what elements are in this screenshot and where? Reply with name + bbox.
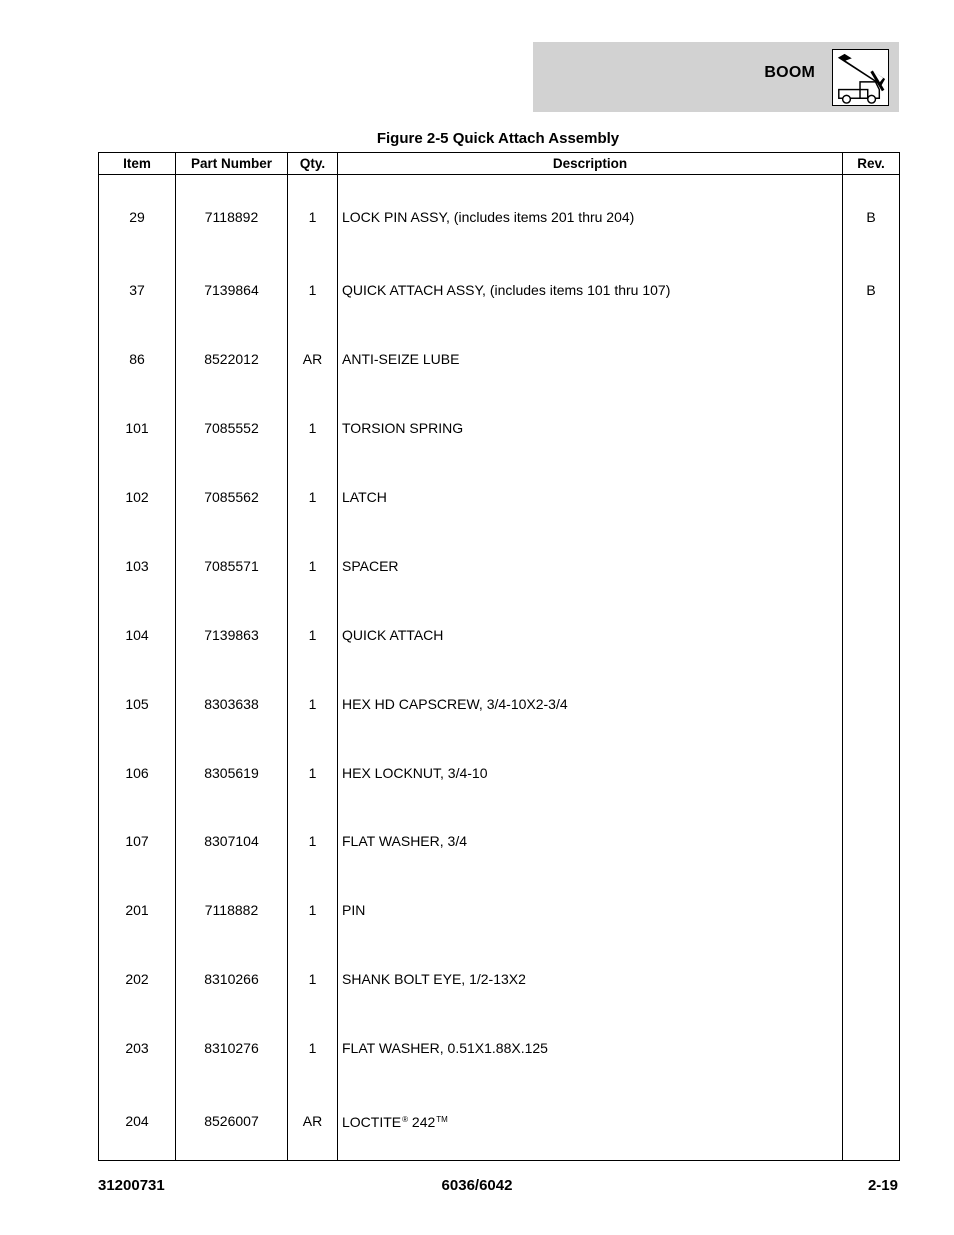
cell-item: 29 (99, 175, 176, 256)
cell-description: FLAT WASHER, 0.51X1.88X.125 (338, 1014, 843, 1083)
cell-item: 203 (99, 1014, 176, 1083)
table-row (99, 669, 900, 738)
cell-rev (843, 600, 900, 669)
cell-description (338, 1083, 843, 1159)
table-row (99, 324, 900, 393)
cell-rev: B (843, 256, 900, 325)
cell-part-number: 7085562 (176, 462, 288, 531)
cell-part-number: 7118892 (176, 175, 288, 256)
cell-rev (843, 462, 900, 531)
cell-part-number: 8526007 (176, 1083, 288, 1159)
registered-mark: ® (402, 1114, 409, 1124)
cell-rev (843, 945, 900, 1014)
telehandler-boom-icon (832, 49, 889, 106)
table-row (99, 1014, 900, 1083)
cell-rev (843, 738, 900, 807)
cell-qty: AR (288, 1083, 338, 1159)
table-row (99, 462, 900, 531)
cell-part-number: 8310266 (176, 945, 288, 1014)
cell-item: 37 (99, 256, 176, 325)
column-header-qty: Qty. (288, 153, 338, 175)
column-header-description: Description (338, 153, 843, 175)
cell-part-number: 7139864 (176, 256, 288, 325)
cell-description: LATCH (338, 462, 843, 531)
cell-part-number: 7118882 (176, 876, 288, 945)
cell-rev (843, 807, 900, 876)
table-row (99, 393, 900, 462)
cell-description: QUICK ATTACH (338, 600, 843, 669)
cell-qty: 1 (288, 531, 338, 600)
cell-qty: 1 (288, 393, 338, 462)
cell-qty: 1 (288, 945, 338, 1014)
cell-qty: 1 (288, 175, 338, 256)
cell-part-number: 8310276 (176, 1014, 288, 1083)
cell-qty: 1 (288, 462, 338, 531)
cell-item: 107 (99, 807, 176, 876)
page-number: 2-19 (867, 1177, 898, 1194)
cell-item: 201 (99, 876, 176, 945)
table-row (99, 175, 900, 256)
cell-description: TORSION SPRING (338, 393, 843, 462)
model-number: 6036/6042 (441, 1177, 513, 1194)
cell-description: QUICK ATTACH ASSY, (includes items 101 thru 107) (338, 256, 843, 325)
cell-description: PIN (338, 876, 843, 945)
document-number: 31200731 (98, 1177, 165, 1194)
cell-qty: 1 (288, 600, 338, 669)
cell-qty: AR (288, 324, 338, 393)
description-text: LOCTITE (342, 1113, 402, 1130)
section-title: BOOM (764, 64, 815, 81)
cell-part-number: 7139863 (176, 600, 288, 669)
column-header-part-number: Part Number (176, 153, 288, 175)
cell-description: ANTI-SEIZE LUBE (338, 324, 843, 393)
parts-table (98, 152, 900, 1161)
cell-rev (843, 531, 900, 600)
cell-qty: 1 (288, 669, 338, 738)
table-row (99, 807, 900, 876)
cell-description: HEX LOCKNUT, 3/4-10 (338, 738, 843, 807)
cell-description: FLAT WASHER, 3/4 (338, 807, 843, 876)
cell-rev (843, 1083, 900, 1159)
cell-rev (843, 393, 900, 462)
cell-rev (843, 876, 900, 945)
cell-qty: 1 (288, 256, 338, 325)
table-filler-row (99, 1159, 900, 1161)
table-row (99, 1083, 900, 1159)
cell-description: SHANK BOLT EYE, 1/2-13X2 (338, 945, 843, 1014)
cell-part-number: 7085552 (176, 393, 288, 462)
cell-rev (843, 669, 900, 738)
figure-title: Figure 2-5 Quick Attach Assembly (376, 130, 620, 147)
table-row (99, 876, 900, 945)
cell-qty: 1 (288, 738, 338, 807)
cell-item: 204 (99, 1083, 176, 1159)
cell-part-number: 8522012 (176, 324, 288, 393)
cell-item: 106 (99, 738, 176, 807)
cell-description: SPACER (338, 531, 843, 600)
table-row (99, 256, 900, 325)
cell-item: 102 (99, 462, 176, 531)
cell-rev: B (843, 175, 900, 256)
cell-item: 101 (99, 393, 176, 462)
cell-item: 86 (99, 324, 176, 393)
table-header-row (99, 153, 900, 175)
cell-description: LOCK PIN ASSY, (includes items 201 thru 204) (338, 175, 843, 256)
trademark-mark: TM (436, 1114, 448, 1124)
cell-part-number: 8307104 (176, 807, 288, 876)
cell-part-number: 8305619 (176, 738, 288, 807)
cell-item: 104 (99, 600, 176, 669)
description-text: 242 (408, 1113, 436, 1130)
cell-part-number: 7085571 (176, 531, 288, 600)
column-header-item: Item (99, 153, 176, 175)
column-header-rev: Rev. (843, 153, 900, 175)
cell-qty: 1 (288, 807, 338, 876)
cell-qty: 1 (288, 1014, 338, 1083)
table-row (99, 600, 900, 669)
cell-item: 202 (99, 945, 176, 1014)
section-header (533, 42, 899, 112)
cell-rev (843, 324, 900, 393)
cell-part-number: 8303638 (176, 669, 288, 738)
table-row (99, 945, 900, 1014)
cell-item: 105 (99, 669, 176, 738)
cell-item: 103 (99, 531, 176, 600)
cell-qty: 1 (288, 876, 338, 945)
cell-description: HEX HD CAPSCREW, 3/4-10X2-3/4 (338, 669, 843, 738)
cell-rev (843, 1014, 900, 1083)
table-row (99, 531, 900, 600)
table-row (99, 738, 900, 807)
